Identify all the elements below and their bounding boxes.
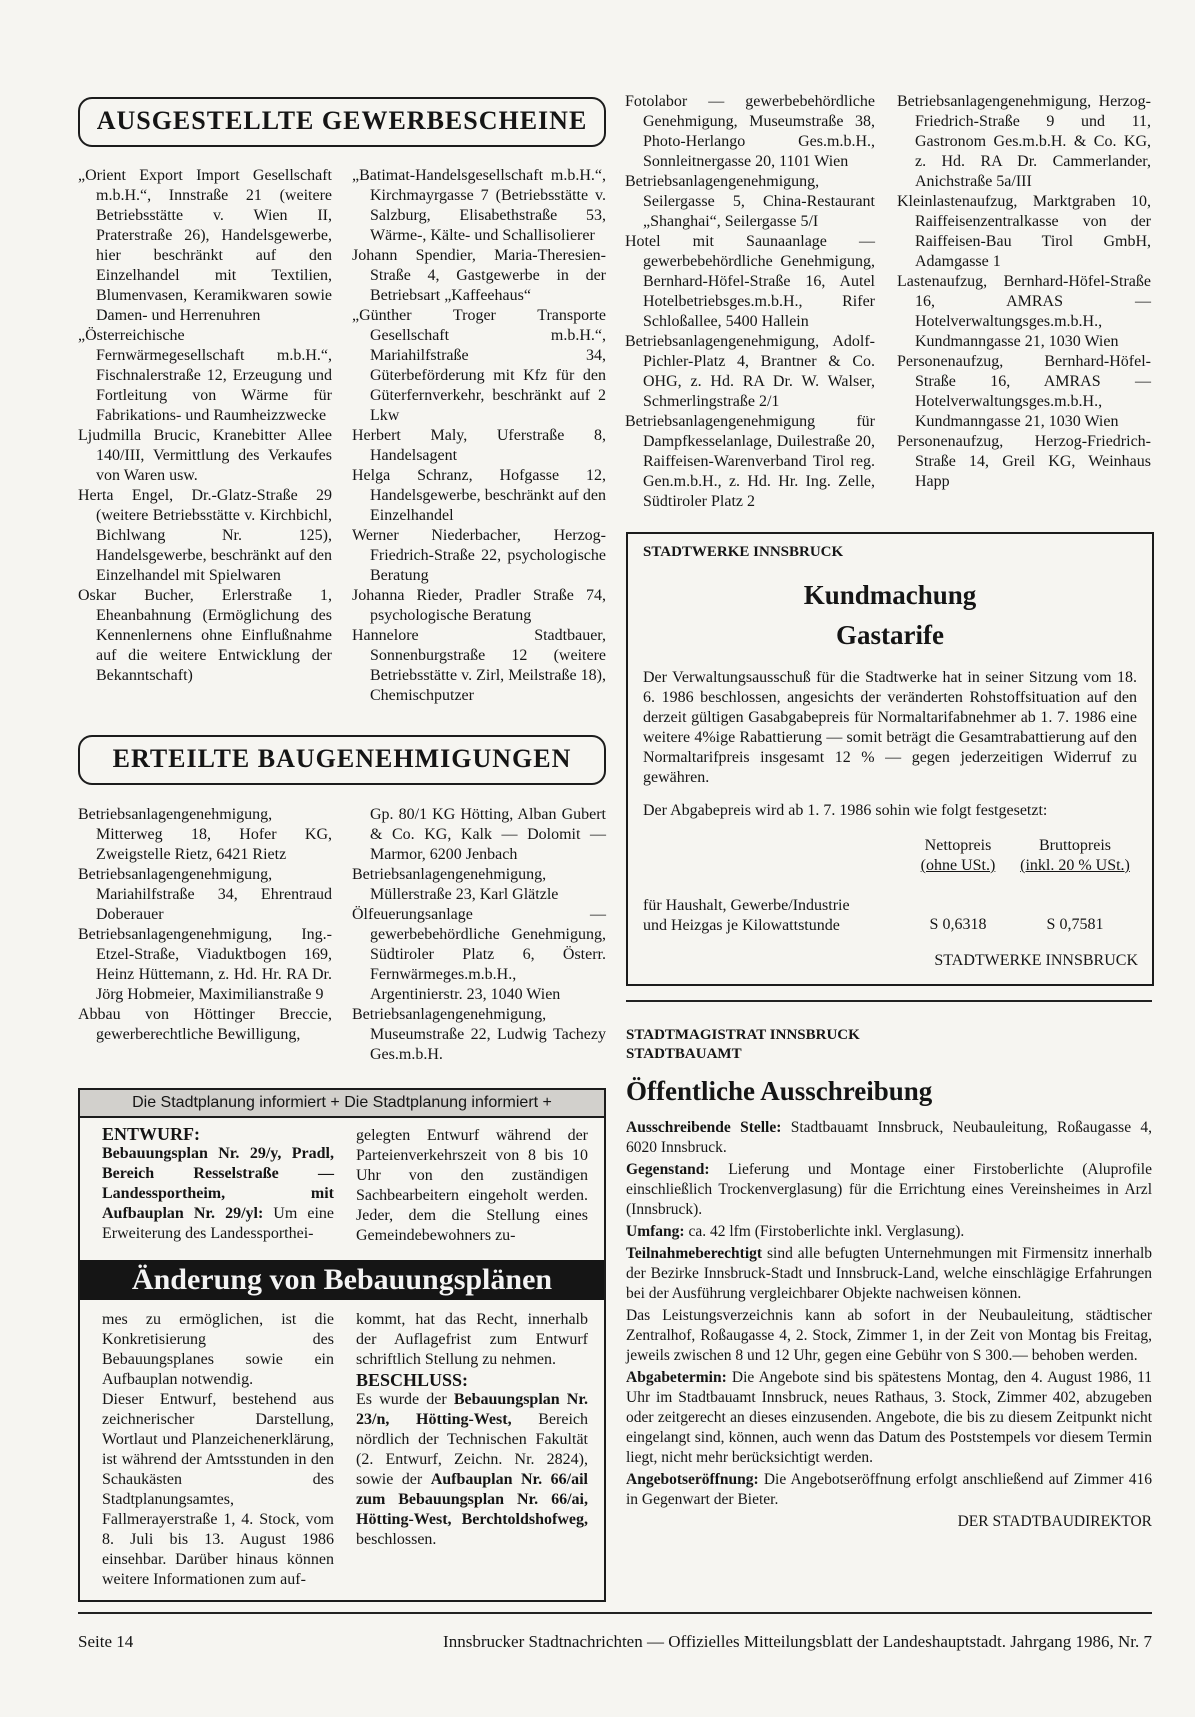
list-item: Fotolabor — gewerbebehördliche Genehmigung, Museumstraße 38, Photo-Herlango Ges.m.b.H., Sonnleitnergasse 20, 1101 Wien: [625, 93, 875, 170]
ausschreibung-signature: DER STADTBAUDIREKTOR: [957, 1513, 1152, 1530]
list-item: Werner Niederbacher, Herzog-Friedrich-Straße 22, psychologische Beratung: [352, 527, 606, 584]
item-text: Stadtbauamt Innsbruck, Neubauleitung, Roßaugasse 4, 6020 Innsbruck.: [626, 1119, 1153, 1156]
beschluss-pre: Es wurde der: [356, 1391, 454, 1408]
baugenehmigungen-column-4: [897, 92, 1151, 492]
list-item: [626, 1306, 1152, 1366]
list-item: Helga Schranz, Hofgasse 12, Handelsgewerbe, beschränkt auf den Einzelhandel: [352, 467, 606, 524]
ausschreibung-org-line1: STADTMAGISTRAT INNSBRUCK: [626, 1027, 860, 1043]
baugenehmigungen-column-1: [78, 805, 332, 1045]
entwurf-plan-rest: Um eine Erweiterung des Landessporthei-: [102, 1205, 334, 1242]
page-number: Seite 14: [78, 1632, 134, 1651]
item-text: Die Angebote sind bis spätestens Montag, den 4. August 1986, 11 Uhr im Stadtbauamt Innsbruck, neues Rathaus, 3. Stock, Zimmer 402, abzugeben oder zeitgerecht an dieses einzusenden. Angebote, die bis zu diesem Zeitpunkt nicht eingelangt sind, können, auch wenn das Datum des Poststempels vor diesem Termin liegt, nicht mehr berücksichtigt werden.: [626, 1369, 1152, 1466]
notice-subtitle: Gastarife: [836, 620, 944, 650]
list-item: Betriebsanlagengenehmigung, Mitterweg 18, Hofer KG, Zweigstelle Rietz, 6421 Rietz: [78, 806, 332, 863]
item-text: Lieferung und Montage einer Firstoberlichte (Aluprofile einschließlich Trockenverglasung) für die Errichtung eines Vereinsheimes in Arzl (Innsbruck).: [626, 1161, 1152, 1218]
ausschreibung-org-line2: STADTBAUAMT: [626, 1046, 742, 1062]
item-text: sind alle befugten Unternehmungen mit Firmensitz innerhalb der Bezirke Innsbruck-Stadt und Innsbruck-Land, welche einschlägige Erfahrungen bei der Ausführung vergleichbarer Objekte nachweisen können.: [626, 1245, 1152, 1302]
list-item: Betriebsanlagengenehmigung, Herzog-Friedrich-Straße 9 und 11, Gastronom Ges.m.b.H. & Co. KG, z. Hd. RA Dr. Cammerlander, Anichstraße 5a/III: [897, 93, 1151, 190]
item-text: Das Leistungsverzeichnis kann ab sofort in der Neubauleitung, städtischer Zentralhof, Roßaugasse 4, 2. Stock, Zimmer 1, in der Zeit von Montag bis Freitag, jeweils zwischen 8 und 12 Uhr, gegen eine Gebühr von S 300.— behoben werden.: [626, 1307, 1152, 1364]
beschluss-plan-1: Bebauungsplan Nr. 23/n, Hötting-West,: [356, 1391, 588, 1428]
entwurf-plan-name: Bebauungsplan Nr. 29/y, Pradl, Bereich Resselstraße — Landessportheim, mit Aufbauplan Nr. 29/yl:: [102, 1145, 334, 1222]
baugenehmigungen-column-3: [625, 92, 875, 512]
footer-title: Innsbrucker Stadtnachrichten — Offizielles Mitteilungsblatt der Landeshauptstadt. Jahrgang 1986, Nr. 7: [443, 1632, 1152, 1651]
list-item: Betriebsanlagengenehmigung, Ing.-Etzel-Straße, Viaduktbogen 169, Heinz Hüttemann, z. Hd. Hr. RA Dr. Jörg Hobmeier, Maximilianstraße 9: [78, 926, 332, 1003]
list-item: [626, 1160, 1152, 1220]
item-label: Abgabetermin:: [626, 1369, 727, 1386]
list-item: Oskar Bucher, Erlerstraße 1, Eheanbahnung (Ermöglichung des Kennenlernens ohne Einflußnahme auf die weitere Entwicklung der Bekanntschaft): [78, 587, 332, 684]
gewerbescheine-column-2: [352, 166, 606, 706]
aenderung-title: Änderung von Bebauungsplänen: [80, 1260, 604, 1300]
tariff-label-line2: und Heizgas je Kilowattstunde: [643, 917, 840, 934]
brutto-header: [1008, 836, 1142, 876]
beschluss-plan-2: Aufbauplan Nr. 66/ail zum Bebauungsplan Nr. 66/ai, Hötting-West, Berchtoldshofweg,: [356, 1471, 588, 1528]
item-label: Angebotseröffnung:: [626, 1471, 759, 1488]
brutto-header-line1: Bruttopreis: [1039, 837, 1111, 854]
entwurf-label: ENTWURF:: [102, 1124, 200, 1144]
beschluss-end: beschlossen.: [356, 1531, 437, 1548]
stadtwerke-notice-box: [626, 532, 1154, 986]
netto-header-line1: Nettopreis: [924, 837, 992, 854]
list-item: [626, 1118, 1152, 1158]
list-item: Herta Engel, Dr.-Glatz-Straße 29 (weitere Betriebsstätte v. Kirchbichl, Bichlwang Nr. 125), Handelsgewerbe, beschränkt auf den Einzelhandel mit Spielwaren: [78, 487, 332, 584]
ausschreibung-title: Öffentliche Ausschreibung: [626, 1076, 933, 1106]
item-label: Ausschreibende Stelle:: [626, 1119, 782, 1136]
section-heading-gewerbescheine: AUSGESTELLTE GEWERBESCHEINE: [78, 97, 606, 147]
brutto-header-line2: (inkl. 20 % USt.): [1020, 857, 1130, 874]
list-item: Ölfeuerungsanlage — gewerbebehördliche Genehmigung, Südtiroler Platz 6, Österr. Fernwärmeges.m.b.H., Argentinierstr. 23, 1040 Wien: [352, 906, 606, 1003]
list-item: Betriebsanlagengenehmigung, Adolf-Pichler-Platz 4, Brantner & Co. OHG, z. Hd. RA Dr. W. Walser, Schmerlingstraße 2/1: [625, 333, 875, 410]
footer-rule: [78, 1612, 1152, 1614]
entwurf-text: [102, 1144, 334, 1244]
beschluss-mid: Bereich nördlich der Technischen Fakultät (2. Entwurf, Zeichn. Nr. 2824), sowie der: [356, 1411, 589, 1488]
item-label: Umfang:: [626, 1223, 685, 1240]
list-item: „Batimat-Handelsgesellschaft m.b.H.“, Kirchmayrgasse 7 (Betriebsstätte v. Salzburg, Elisabethstraße 53, Wärme-, Kälte- und Schallisolierer: [352, 167, 606, 244]
list-item: [626, 1470, 1152, 1510]
entwurf-top-right: [356, 1126, 588, 1246]
item-label: Gegenstand:: [626, 1161, 710, 1178]
item-text: Die Angebotseröffnung erfolgt anschließend auf Zimmer 416 in Gegenwart der Bieter.: [626, 1471, 1152, 1508]
list-item: Betriebsanlagengenehmigung, Seilergasse 5, China-Restaurant „Shanghai“, Seilergasse 5/I: [625, 173, 875, 230]
list-item: Hannelore Stadtbauer, Sonnenburgstraße 12 (weitere Betriebsstätte v. Zirl, Meilstraße 18), Chemischputzer: [352, 627, 606, 704]
aenderung-bottom-right: [356, 1310, 588, 1550]
stadtwerke-org: STADTWERKE INNSBRUCK: [643, 544, 844, 560]
list-item: „Günther Troger Transporte Gesellschaft m.b.H.“, Mariahilfstraße 34, Güterbeförderung mit Kfz für den Güterfernverkehr, beschränkt auf 2 Lkw: [352, 307, 606, 424]
list-item: Abbau von Höttinger Breccie, gewerberechtliche Bewilligung,: [78, 1006, 332, 1043]
list-item: Hotel mit Saunaanlage — gewerbebehördliche Genehmigung, Bernhard-Höfel-Straße 16, Autel Hotelbetriebsges.m.b.H., Rifer Schloßallee, 5400 Hallein: [625, 233, 875, 330]
paragraph-text: Der Verwaltungsausschuß für die Stadtwerke hat in seiner Sitzung vom 18. 6. 1986 beschlossen, angesichts der veränderten Rohstoffsituation auf den derzeit gültigen Gasabgabepreis für Normaltarifabnehmer ab 1. 7. 1986 eine weitere 4%ige Rabattierung — somit beträgt die Gesamtrabattierung auf den Normaltarifpreis insgesamt 12 % — gegen jederzeitigen Widerruf zu gewähren.: [643, 669, 1137, 786]
aenderung-bottom-left: [102, 1310, 334, 1590]
list-item: Ljudmilla Brucic, Kranebitter Allee 140/III, Vermittlung des Verkaufes von Waren usw.: [78, 427, 332, 484]
beschluss-label: BESCHLUSS:: [356, 1370, 469, 1390]
netto-header: [910, 836, 1006, 876]
divider: [626, 1000, 1152, 1002]
netto-value: S 0,6318: [929, 916, 987, 933]
notice-paragraph-2: Der Abgabepreis wird ab 1. 7. 1986 sohin wie folgt festgesetzt:: [643, 802, 1048, 819]
ausschreibung-body: [626, 1118, 1152, 1532]
section-heading-baugenehmigungen: ERTEILTE BAUGENEHMIGUNGEN: [78, 735, 606, 785]
list-item: Gp. 80/1 KG Hötting, Alban Gubert & Co. KG, Kalk — Dolomit — Marmor, 6200 Jenbach: [370, 806, 606, 863]
list-item: Personenaufzug, Herzog-Friedrich-Straße 14, Greil KG, Weinhaus Happ: [897, 433, 1151, 490]
gewerbescheine-column-1: [78, 166, 332, 686]
list-item: [626, 1222, 1152, 1242]
list-item: Personenaufzug, Bernhard-Höfel-Straße 16, AMRAS — Hotelverwaltungsges.m.b.H., Kundmanngasse 21, 1030 Wien: [897, 353, 1151, 430]
list-item: Betriebsanlagengenehmigung, Museumstraße 22, Ludwig Tachezy Ges.m.b.H.: [352, 1006, 606, 1063]
item-label: Teilnahmeberechtigt: [626, 1245, 763, 1262]
list-item: „Österreichische Fernwärmegesellschaft m.b.H.“, Fischnalerstraße 12, Erzeugung und Fortleitung von Wärme für Fabrikations- und Raumheizzwecke: [78, 327, 332, 424]
netto-header-line2: (ohne USt.): [920, 857, 996, 874]
tariff-label-line1: für Haushalt, Gewerbe/Industrie: [643, 897, 850, 914]
list-item: Johanna Rieder, Pradler Straße 74, psychologische Beratung: [352, 587, 606, 624]
brutto-value: S 0,7581: [1046, 916, 1104, 933]
tariff-row-label: [643, 896, 850, 936]
list-item: Lastenaufzug, Bernhard-Höfel-Straße 16, AMRAS — Hotelverwaltungsges.m.b.H., Kundmanngasse 21, 1030 Wien: [897, 273, 1151, 350]
stadtplanung-box: [78, 1088, 606, 1602]
entwurf-top-left: [102, 1124, 334, 1244]
paragraph-text: mes zu ermöglichen, ist die Konkretisierung des Bebauungsplanes sowie ein Aufbauplan notwendig.: [102, 1311, 334, 1388]
list-item: Herbert Maly, Uferstraße 8, Handelsagent: [352, 427, 606, 464]
list-item: Kleinlastenaufzug, Marktgraben 10, Raiffeisenzentralkasse von der Raiffeisen-Bau Tirol GmbH, Adamgasse 1: [897, 193, 1151, 270]
list-item: „Orient Export Import Gesellschaft m.b.H.“, Innstraße 21 (weitere Betriebsstätte v. Wien II, Praterstraße 26), Handelsgewerbe, hier beschränkt auf den Einzelhandel mit Textilien, Blumenvasen, Keramikwaren sowie Damen- und Herrenuhren: [78, 167, 332, 324]
notice-paragraph: [643, 668, 1137, 788]
list-item: [626, 1368, 1152, 1468]
ausschreibung-org: [626, 1026, 860, 1064]
stadtwerke-signature: STADTWERKE INNSBRUCK: [934, 952, 1138, 969]
paragraph-text: kommt, hat das Recht, innerhalb der Auflagefrist zum Entwurf schriftlich Stellung zu nehmen.: [356, 1311, 588, 1368]
beschluss-text: [356, 1390, 588, 1550]
stadtplanung-banner: Die Stadtplanung informiert + Die Stadtplanung informiert +: [80, 1090, 604, 1118]
paragraph-text: gelegten Entwurf während der Parteienverkehrszeit von 8 bis 10 Uhr von den zuständigen Sachbearbeitern eingeholt werden. Jeder, dem die Stellung eines Gemeindebewohners zu-: [356, 1127, 588, 1244]
paragraph-text: Dieser Entwurf, bestehend aus zeichnerischer Darstellung, Wortlaut und Planzeichenerklärung, ist während der Amtsstunden in den Schaukästen des Stadtplanungsamtes, Fallmerayerstraße 1, 4. Stock, vom 8. Juli bis 13. August 1986 einsehbar. Darüber hinaus können weitere Informationen zum auf-: [102, 1391, 334, 1588]
list-item: Betriebsanlagengenehmigung, Mariahilfstraße 34, Ehrentraud Doberauer: [78, 866, 332, 923]
list-item: Betriebsanlagengenehmigung, Müllerstraße 23, Karl Glätzle: [352, 866, 559, 903]
baugenehmigungen-column-2: [352, 805, 606, 1065]
list-item: Johann Spendier, Maria-Theresien-Straße 4, Gastgewerbe in der Betriebsart „Kaffeehaus“: [352, 247, 606, 304]
item-text: ca. 42 lfm (Firstoberlichte inkl. Verglasung).: [684, 1223, 965, 1240]
list-item: Betriebsanlagengenehmigung für Dampfkesselanlage, Duilestraße 20, Raiffeisen-Warenverband Tirol reg. Gen.m.b.H., z. Hd. Hr. Ing. Zelle, Südtiroler Platz 2: [625, 413, 875, 510]
list-item: [626, 1244, 1152, 1304]
notice-title: Kundmachung: [803, 580, 977, 610]
